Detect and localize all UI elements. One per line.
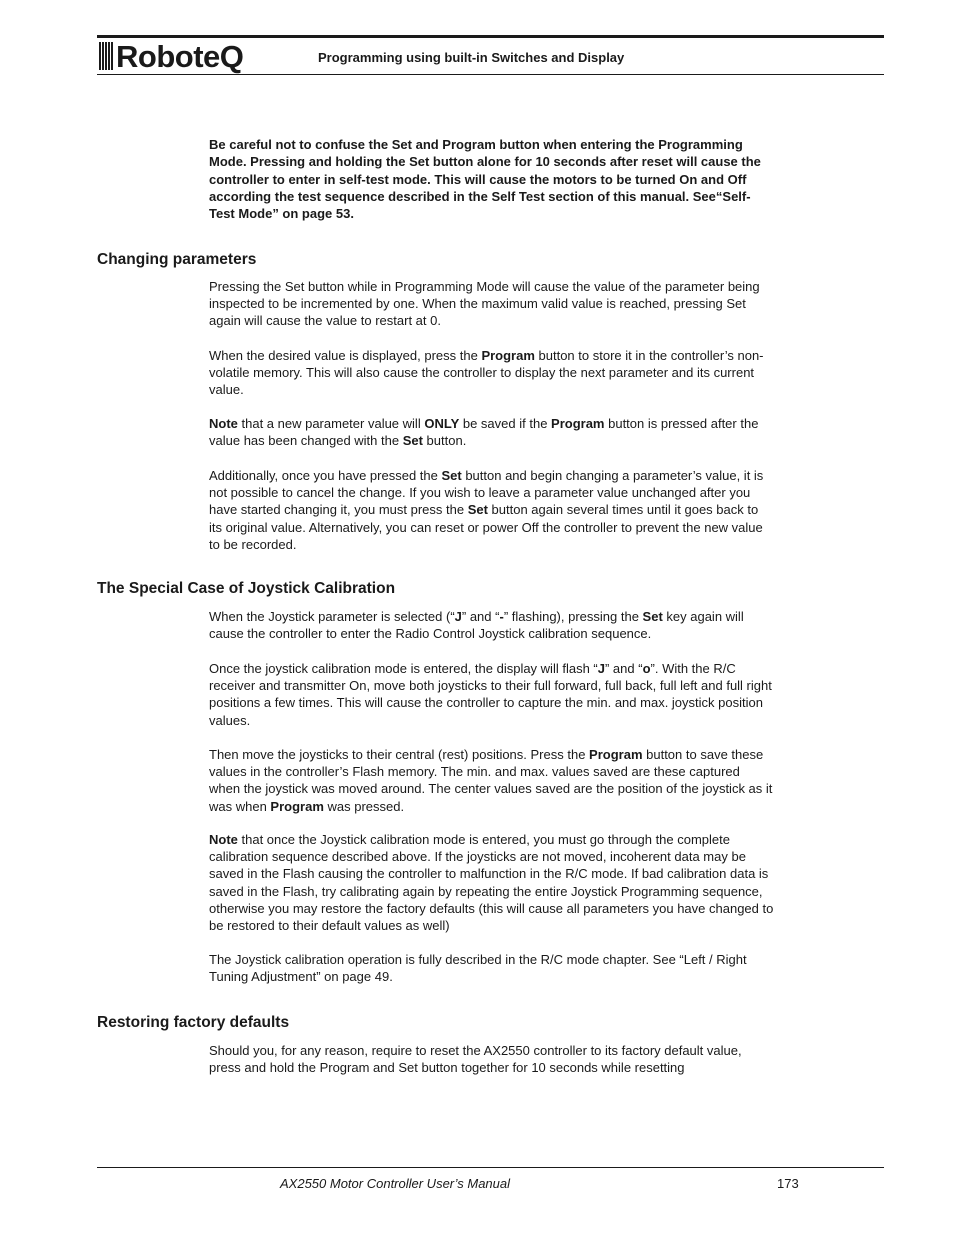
text-run: button to save these values in the controller’s Flash memory. The min. and max. values saved are these captured when the joystick was moved around. The center values saved are the position of the joystick as it was when [209,747,773,814]
bold-term: Set [402,433,423,449]
text-run: Should you, for any reason, require to reset the AX2550 controller to its factory default value, press and hold the Program and Set button together for 10 seconds while resetting [209,1043,742,1076]
footer-rule [97,1167,884,1168]
paragraph [209,278,774,330]
bold-term: J [454,609,462,624]
logo-bars-icon [99,42,114,70]
text-run: When the Joystick parameter is selected (“ [209,609,455,624]
paragraph [209,347,774,399]
text-run: button. [422,433,467,449]
paragraph [209,660,774,729]
text-run: that a new parameter value will [237,416,425,431]
text-run: ” and “ [604,661,643,676]
bold-term: o [642,661,651,676]
text-run: The Joystick calibration operation is fully described in the R/C mode chapter. See “Left / Right Tuning Adjustment” on page 49. [209,952,747,985]
bold-term: Set [467,502,488,518]
footer-manual-title: AX2550 Motor Controller User’s Manual [280,1176,511,1191]
text-run: ” and “ [461,609,500,624]
bold-term: Note [209,416,238,431]
text-run: be saved if the [459,416,552,431]
text-run: Additionally, once you have pressed the [209,468,442,483]
bold-term: Set [642,609,663,624]
text-run: Then move the joysticks to their central (rest) positions. Press the [209,747,590,762]
header-rule-top [97,35,884,38]
paragraph [209,951,774,985]
roboteq-logo [99,40,243,72]
text-run: Pressing the Set button while in Programming Mode will cause the value of the parameter being inspected to be incremented by one. When the maximum valid value is reached, pressing Set again will cause the value to restart at 0. [209,279,760,329]
text-run: was pressed. [323,798,405,814]
text-run: ” flashing), pressing the [503,609,643,624]
paragraph [209,608,774,642]
text-run: button and begin changing a parameter’s value, it is not possible to cancel the change. If you wish to leave a parameter value unchanged after you have started changing it, you must press the [209,468,764,518]
warning-note: Be careful not to confuse the Set and Program button when entering the Programming Mode. Pressing and holding the Set button alone for 10 seconds after reset will cause the controller to enter in self-test mode. This will cause the motors to be turned On and Off according the test sequence described in the Self Test section of this manual. See“Self-Test Mode” on page 53. [209,137,761,222]
header-title: Programming using built-in Switches and Display [318,50,625,65]
bold-term: ONLY [424,416,460,431]
bold-term: Program [270,798,324,814]
page-number: 173 [777,1176,799,1191]
text-run: button to store it in the controller’s non-volatile memory. This will also cause the controller to display the next parameter and its current value. [209,348,764,398]
paragraph [209,1042,774,1076]
text-run: When the desired value is displayed, press the [209,348,482,363]
header-rule-bottom [97,74,884,75]
bold-term: Note [209,832,238,847]
bold-term: J [597,661,605,676]
heading-joystick-calibration: The Special Case of Joystick Calibration [97,580,396,597]
paragraph [209,467,774,553]
bold-term: Program [551,416,605,431]
text-run: key again will cause the controller to enter the Radio Control Joystick calibration sequence. [209,609,744,642]
text-run: ”. With the R/C receiver and transmitter On, move both joysticks to their full forward, full back, full left and full right positions a few times. This will cause the controller to capture the min. and max. joystick position values. [209,661,772,728]
logo-text: RoboteQ [116,38,244,74]
text-run: button is pressed after the value has been changed with the [209,416,759,449]
heading-restoring-defaults: Restoring factory defaults [97,1014,290,1031]
bold-term: Set [441,468,462,483]
bold-term: - [499,609,504,624]
bold-term: Program [589,747,643,762]
paragraph [209,746,774,815]
paragraph [209,831,774,934]
bold-term: Program [481,348,535,363]
text-run: that once the Joystick calibration mode is entered, you must go through the complete calibration sequence described above. If the joysticks are not moved, incoherent data may be saved in the Flash causing the controller to malfunction in the R/C mode. If bad calibration data is saved in the Flash, try calibrating again by repeating the entire Joystick Programming sequence, otherwise you may restore the factory defaults (this will cause all parameters you have changed to be restored to their default values as well) [209,832,774,934]
heading-changing-parameters: Changing parameters [97,251,257,268]
paragraph [209,415,774,449]
text-run: Once the joystick calibration mode is entered, the display will flash “ [209,661,598,676]
text-run: button again several times until it goes back to its original value. Alternatively, you can reset or power Off the controller to prevent the new value to be recorded. [209,502,763,552]
